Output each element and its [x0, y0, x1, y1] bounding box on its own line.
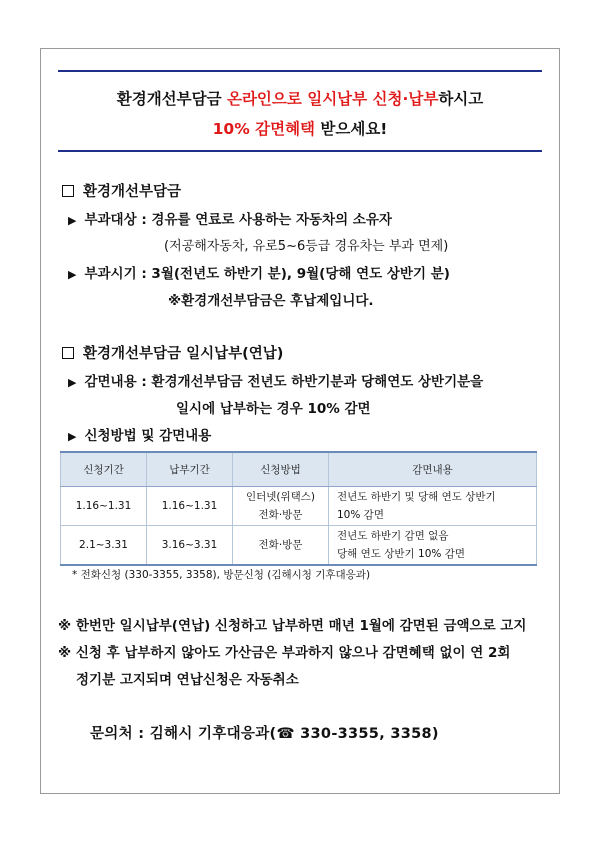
table-cell-method-line: 전화·방문 [258, 509, 303, 521]
table-cell-content-line: 전년도 하반기 및 당해 연도 상반기 [337, 491, 496, 503]
triangle-bullet-icon: ▶ [68, 430, 77, 443]
title-line-2-post: 받으세요! [315, 120, 388, 138]
remark-2-cont: 정기분 고지되며 연납신청은 자동취소 [76, 672, 299, 688]
title-line-1 [40, 87, 560, 109]
table-cell-method [233, 487, 329, 526]
title-line-1-highlight: 온라인으로 일시납부 신청·납부 [226, 90, 439, 108]
table-header: 감면내용 [329, 452, 537, 487]
table-cell-method-line: 전화·방문 [258, 539, 303, 551]
section1-item-target [68, 208, 392, 228]
table-cell-content [329, 487, 537, 526]
title-line-1-pre: 환경개선부담금 [116, 90, 227, 108]
remark-1: ※ 한번만 일시납부(연납) 신청하고 납부하면 매년 1월에 감면된 금액으로 고지 [58, 618, 527, 634]
table-cell-content-line: 당해 연도 상반기 10% 감면 [337, 548, 465, 560]
table-cell-period: 1.16~1.31 [61, 487, 147, 526]
section2-item-method [68, 424, 211, 444]
reduction-table [60, 451, 537, 566]
title-bottom-rule [58, 150, 542, 152]
section1-item-target-note: (저공해자동차, 유로5~6등급 경유차는 부과 면제) [164, 239, 449, 254]
table-cell-method [233, 526, 329, 566]
table-cell-content-line: 10% 감면 [337, 509, 384, 521]
section1-heading [62, 180, 181, 201]
section2-item-reduction-text: 감면내용 : 환경개선부담금 전년도 하반기분과 당해연도 상반기분을 [84, 374, 484, 390]
table-header: 신청기간 [61, 452, 147, 487]
square-bullet-icon [62, 185, 74, 197]
table-cell-content-line: 전년도 하반기 감면 없음 [337, 530, 449, 542]
table-cell-payment: 1.16~1.31 [147, 487, 233, 526]
table-footnote: * 전화신청 (330-3355, 3358), 방문신청 (김해시청 기후대응과) [72, 569, 371, 581]
table-header: 신청방법 [233, 452, 329, 487]
section1-item-timing [68, 262, 450, 282]
title-top-rule [58, 70, 542, 72]
remark-2: ※ 신청 후 납부하지 않아도 가산금은 부과하지 않으나 감면혜택 없이 연 2회 [58, 645, 511, 661]
table-row [61, 487, 537, 526]
table-header: 납부기간 [147, 452, 233, 487]
title-line-2-highlight: 10% 감면혜택 [212, 120, 316, 138]
table-cell-content [329, 526, 537, 566]
triangle-bullet-icon: ▶ [68, 376, 77, 389]
section2-item-reduction [68, 370, 483, 390]
title-line-1-post: 하시고 [438, 90, 484, 108]
table-cell-method-line: 인터넷(위택스) [245, 491, 316, 503]
section2-item-method-text: 신청방법 및 감면내용 [84, 428, 212, 444]
triangle-bullet-icon: ▶ [68, 214, 77, 227]
table-row [61, 526, 537, 566]
contact-info: 문의처 : 김해시 기후대응과(☎ 330-3355, 3358) [90, 726, 439, 742]
table-cell-payment: 3.16~3.31 [147, 526, 233, 566]
section1-heading-text: 환경개선부담금 [83, 184, 182, 200]
title-line-2 [40, 117, 560, 139]
section2-heading [62, 342, 283, 363]
square-bullet-icon [62, 347, 74, 359]
table-cell-period: 2.1~3.31 [61, 526, 147, 566]
triangle-bullet-icon: ▶ [68, 268, 77, 281]
section1-item-timing-text: 부과시기 : 3월(전년도 하반기 분), 9월(당해 연도 상반기 분) [84, 266, 450, 282]
section2-item-reduction-cont: 일시에 납부하는 경우 10% 감면 [176, 401, 371, 417]
section2-heading-text: 환경개선부담금 일시납부(연납) [83, 346, 284, 362]
section1-item-target-text: 부과대상 : 경유를 연료로 사용하는 자동차의 소유자 [84, 212, 392, 228]
section1-item-timing-note: ※환경개선부담금은 후납제입니다. [168, 293, 374, 309]
table-header-row [61, 452, 537, 487]
